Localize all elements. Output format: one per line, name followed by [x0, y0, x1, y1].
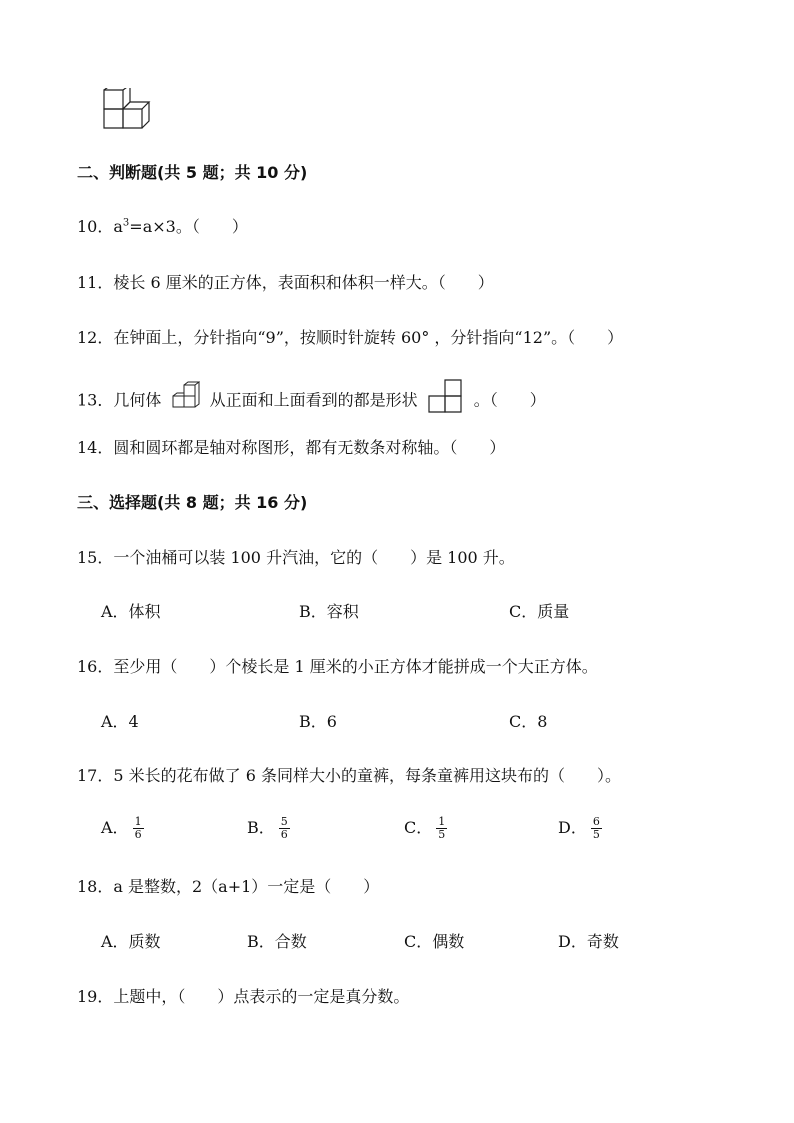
- fraction-denominator: 5: [592, 828, 600, 841]
- q17-a-label: A．: [101, 818, 129, 837]
- top-cube-figure: [103, 88, 155, 134]
- q13-view-shape: [427, 379, 465, 423]
- q18-option-d[interactable]: D．奇数: [558, 932, 619, 951]
- q10-base: a: [113, 217, 123, 236]
- cube-stack-icon: [103, 88, 155, 130]
- q17-option-b[interactable]: [247, 816, 290, 841]
- q17-c-fraction: [436, 816, 447, 841]
- q13-part3: 。（ ）: [473, 390, 546, 410]
- q18-option-b[interactable]: B．合数: [247, 932, 307, 951]
- fraction-numerator: 1: [134, 815, 142, 828]
- q15-option-c[interactable]: C．质量: [509, 602, 570, 621]
- question-15: 15．一个油桶可以装 100 升汽油，它的（ ）是 100 升。: [77, 548, 515, 567]
- section-2-heading: 二、判断题(共 5 题；共 10 分): [77, 163, 308, 182]
- q17-b-fraction: [279, 816, 290, 841]
- section-3-heading: 三、选择题(共 8 题；共 16 分): [77, 493, 308, 512]
- question-12: 12．在钟面上，分针指向“9”，按顺时针旋转 60° ，分针指向“12”。（ ）: [77, 328, 624, 347]
- fraction-denominator: 6: [280, 828, 288, 841]
- q13-part1: 13．几何体: [77, 390, 162, 410]
- question-11: 11．棱长 6 厘米的正方体，表面积和体积一样大。（ ）: [77, 273, 494, 292]
- q18-option-a[interactable]: A．质数: [101, 932, 161, 951]
- q17-b-label: B．: [247, 818, 275, 837]
- q10-number: 10．: [77, 217, 114, 236]
- question-18: 18．a 是整数，2（a+1）一定是（ ）: [77, 877, 380, 896]
- cube-stack-icon: [170, 381, 200, 411]
- fraction-denominator: 6: [134, 828, 142, 841]
- q16-option-b[interactable]: B．6: [299, 712, 337, 731]
- fraction-numerator: 5: [280, 815, 288, 828]
- q17-c-label: C．: [404, 818, 433, 837]
- q17-option-c[interactable]: [404, 816, 447, 841]
- fraction-numerator: 6: [592, 815, 600, 828]
- question-14: 14．圆和圆环都是轴对称图形，都有无数条对称轴。（ ）: [77, 438, 506, 457]
- q10-exponent: 3: [122, 217, 130, 229]
- fraction-numerator: 1: [438, 815, 446, 828]
- question-17: 17．5 米长的花布做了 6 条同样大小的童裤，每条童裤用这块布的（ ）。: [77, 766, 621, 785]
- q17-option-a[interactable]: [101, 816, 144, 841]
- question-16: 16．至少用（ ）个棱长是 1 厘米的小正方体才能拼成一个大正方体。: [77, 657, 598, 676]
- q10-rest: =a×3。（ ）: [129, 217, 248, 236]
- fraction-denominator: 5: [438, 828, 446, 841]
- q18-option-c[interactable]: C．偶数: [404, 932, 465, 951]
- question-10: [77, 215, 248, 239]
- question-13: [77, 379, 546, 415]
- q17-d-fraction: [591, 816, 602, 841]
- q17-option-d[interactable]: [558, 816, 602, 841]
- q17-a-fraction: [133, 816, 144, 841]
- q15-option-b[interactable]: B．容积: [299, 602, 359, 621]
- q16-option-a[interactable]: A．4: [101, 712, 139, 731]
- q13-part2: 从正面和上面看到的都是形状: [209, 390, 418, 410]
- q13-solid-figure: [170, 381, 200, 421]
- view-shape-icon: [427, 379, 465, 413]
- question-19: 19．上题中，（ ）点表示的一定是真分数。: [77, 987, 410, 1006]
- q17-d-label: D．: [558, 818, 587, 837]
- q15-option-a[interactable]: A．体积: [101, 602, 161, 621]
- q16-option-c[interactable]: C．8: [509, 712, 548, 731]
